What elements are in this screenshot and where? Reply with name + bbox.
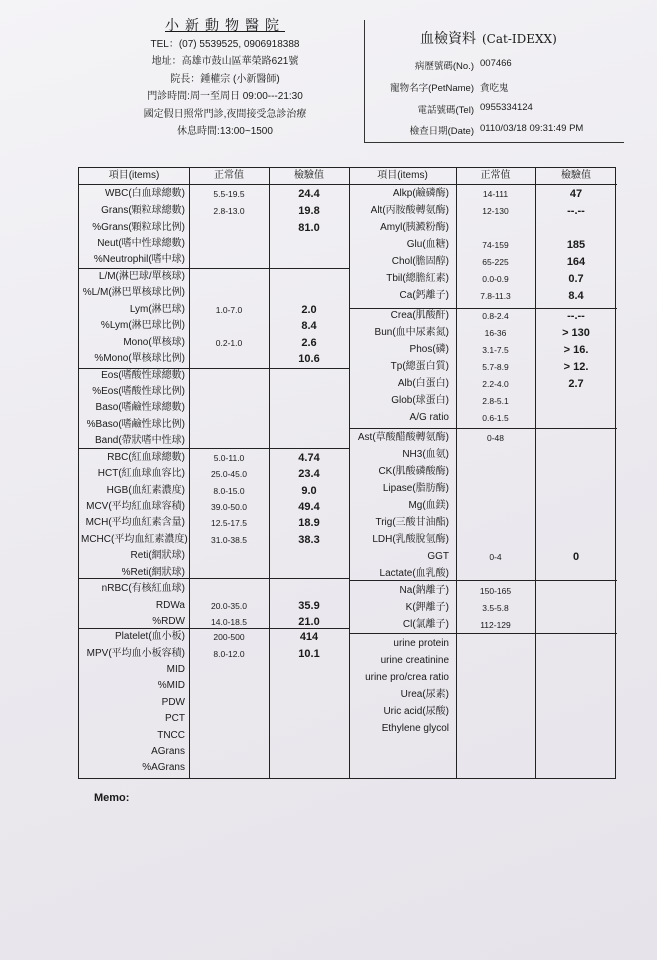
item-name: Mono(單核球) — [123, 337, 185, 348]
item-result: 19.8 — [298, 205, 320, 217]
item-name: %AGrans — [142, 762, 185, 773]
report-title — [420, 28, 557, 48]
item-name: L/M(淋巴球/單核球) — [98, 271, 185, 282]
item-result: 0.7 — [568, 273, 584, 285]
item-name: RDWa — [155, 600, 185, 611]
item-normal-range: 14-111 — [482, 189, 509, 199]
item-name: Ethylene glycol — [381, 723, 449, 734]
item-normal-range: 5.5-19.5 — [213, 189, 245, 199]
item-name: urine creatinine — [380, 655, 449, 666]
item-name: Bun(血中尿素氮) — [374, 327, 449, 338]
item-name: nRBC(有核紅血球) — [101, 583, 185, 594]
item-result: 8.4 — [301, 320, 317, 332]
item-result: 24.4 — [298, 188, 320, 200]
item-name: HGB(血紅素濃度) — [106, 485, 185, 496]
item-normal-range: 31.0-38.5 — [211, 535, 247, 545]
clinic-holiday: 國定假日照常門診,夜間接受急診治療 — [143, 108, 307, 120]
item-normal-range: 0.6-1.5 — [482, 413, 509, 423]
item-result: 81.0 — [298, 222, 320, 234]
item-name: CK(肌酸磷酸酶) — [378, 466, 449, 477]
item-normal-range: 150-165 — [479, 586, 512, 596]
item-name: NH3(血氨) — [402, 449, 449, 460]
item-result: 9.0 — [301, 485, 317, 497]
item-name: MPV(平均血小板容積) — [86, 648, 185, 659]
header-divider — [364, 20, 365, 142]
item-name: A/G ratio — [409, 412, 449, 423]
item-name: Amyl(胰澱粉酶) — [380, 222, 449, 233]
item-result: 4.74 — [298, 452, 320, 464]
item-result: 49.4 — [298, 501, 320, 513]
item-name: %Mono(單核球比例) — [94, 353, 185, 364]
table-row-divider — [79, 184, 617, 185]
item-normal-range: 0-48 — [486, 433, 504, 443]
item-normal-range: 12-130 — [482, 206, 509, 216]
item-name: RBC(紅血球總數) — [107, 452, 185, 463]
item-name: %L/M(淋巴單核球比例) — [82, 287, 185, 298]
item-normal-range: 200-500 — [213, 632, 245, 642]
item-name: Lactate(血乳酸) — [379, 568, 449, 579]
item-name: Tp(總蛋白質) — [390, 361, 449, 372]
memo-label: Memo: — [94, 792, 130, 804]
clinic-hours: 門診時間:周一至周日 09:00---21:30 — [147, 91, 303, 102]
item-result: 10.6 — [298, 353, 320, 365]
item-normal-range: 0.8-2.4 — [482, 311, 509, 321]
report-field-value: 0955334124 — [480, 102, 533, 113]
item-name: Ca(鈣離子) — [399, 290, 449, 301]
item-normal-range: 2.8-13.0 — [213, 206, 245, 216]
item-normal-range: 8.0-12.0 — [213, 649, 245, 659]
item-name: %Eos(嗜酸性球比例) — [92, 386, 185, 397]
item-name: %Baso(嗜鹼性球比例) — [86, 419, 185, 430]
clinic-name: 小新動物醫院 — [165, 18, 285, 34]
item-name: %RDW — [152, 616, 185, 627]
item-name: Trig(三酸甘油酯) — [375, 517, 449, 528]
item-name: Lipase(脂肪酶) — [382, 483, 449, 494]
item-normal-range: 3.5-5.8 — [482, 603, 509, 613]
item-normal-range: 74-159 — [482, 240, 509, 250]
report-field-value: 0110/03/18 09:31:49 PM — [480, 123, 584, 134]
item-name: %Lym(淋巴球比例) — [100, 320, 185, 331]
item-normal-range: 7.8-11.3 — [480, 291, 511, 301]
item-name: Ast(草酸醋酸轉氨酶) — [357, 432, 449, 443]
item-result: 38.3 — [298, 534, 320, 546]
item-result: 0 — [572, 551, 580, 563]
item-result: 2.0 — [301, 304, 317, 316]
item-result: 35.9 — [298, 600, 320, 612]
report-field-value: 貪吃鬼 — [480, 83, 509, 94]
item-result: 21.0 — [298, 616, 320, 628]
report-field — [380, 102, 640, 120]
clinic-director: 院長：鍾權宗 (小新醫師) — [170, 73, 280, 85]
item-normal-range: 65-225 — [482, 257, 509, 267]
report-field-label: 病歷號碼(No.) — [414, 61, 474, 72]
report-field-label: 電話號碼(Tel) — [417, 105, 474, 116]
item-name: Glob(球蛋白) — [391, 395, 449, 406]
item-name: MCHC(平均血紅素濃度) — [81, 534, 188, 545]
item-name: %Reti(網狀球) — [121, 567, 185, 578]
table-header: 正常值 — [214, 170, 244, 181]
item-result: --.-- — [567, 310, 585, 322]
item-name: LDH(乳酸脫氫酶) — [372, 534, 449, 545]
item-name: %MID — [157, 680, 185, 691]
item-name: K(鉀離子) — [405, 602, 449, 613]
item-result: > 130 — [562, 327, 590, 339]
item-result: 23.4 — [298, 468, 320, 480]
item-name: %Neutrophil(嗜中球) — [93, 254, 185, 265]
item-normal-range: 14.0-18.5 — [211, 617, 247, 627]
item-normal-range: 25.0-45.0 — [211, 469, 247, 479]
item-name: PCT — [165, 713, 185, 724]
header-rule — [364, 142, 624, 143]
item-normal-range: 39.0-50.0 — [211, 502, 247, 512]
item-name: Alt(丙胺酸轉氨酶) — [370, 205, 449, 216]
table-header: 檢驗值 — [561, 170, 591, 181]
table-column-divider — [349, 168, 350, 778]
table-row-divider — [349, 633, 617, 634]
item-name: Alkp(鹼磷酶) — [392, 188, 449, 199]
item-name: Uric acid(尿酸) — [383, 706, 449, 717]
item-name: MCH(平均血紅素含量) — [85, 517, 185, 528]
item-name: Platelet(血小板) — [114, 631, 185, 642]
item-normal-range: 2.2-4.0 — [482, 379, 509, 389]
item-normal-range: 5.0-11.0 — [213, 453, 245, 463]
item-name: AGrans — [151, 746, 185, 757]
table-header: 項目(items) — [108, 170, 160, 181]
item-name: Eos(嗜酸性球總數) — [101, 370, 185, 381]
item-name: TNCC — [157, 730, 185, 741]
table-row-divider — [349, 428, 617, 429]
item-result: > 12. — [563, 361, 589, 373]
item-name: Baso(嗜鹼性球總數) — [95, 402, 185, 413]
item-name: Grans(顆粒球總數) — [101, 205, 185, 216]
report-field — [380, 123, 640, 141]
item-name: Tbil(總膽紅素) — [386, 273, 449, 284]
report-field-value: 007466 — [480, 58, 512, 69]
item-normal-range: 5.7-8.9 — [482, 362, 509, 372]
item-name: Cl(氯離子) — [402, 619, 449, 630]
item-name: MCV(平均紅血球容積) — [86, 501, 185, 512]
item-normal-range: 16-36 — [484, 328, 507, 338]
report-field — [380, 80, 640, 98]
item-result: 164 — [566, 256, 586, 268]
item-result: 185 — [566, 239, 586, 251]
item-normal-range: 12.5-17.5 — [211, 518, 247, 528]
item-name: PDW — [161, 697, 185, 708]
item-name: Band(帶狀嗜中性球) — [94, 435, 185, 446]
item-normal-range: 0.2-1.0 — [215, 338, 243, 348]
item-normal-range: 0.0-0.9 — [482, 274, 509, 284]
results-table — [78, 167, 616, 779]
table-header: 檢驗值 — [294, 170, 324, 181]
item-result: 414 — [299, 631, 319, 643]
item-name: Urea(尿素) — [400, 689, 449, 700]
item-normal-range: 8.0-15.0 — [213, 486, 245, 496]
item-result: --.-- — [567, 205, 585, 217]
item-name: WBC(白血球總數) — [105, 188, 185, 199]
report-title-text: 血檢資料 — [420, 31, 476, 47]
item-name: Reti(網狀球) — [130, 550, 185, 561]
item-name: Lym(淋巴球) — [129, 304, 185, 315]
item-normal-range: 2.8-5.1 — [482, 396, 509, 406]
item-result: 10.1 — [298, 648, 320, 660]
item-result: > 16. — [563, 344, 589, 356]
clinic-header — [100, 18, 350, 141]
report-field-label: 檢查日期(Date) — [409, 126, 474, 137]
item-name: %Grans(顆粒球比例) — [92, 222, 185, 233]
item-result: 2.6 — [301, 337, 317, 349]
report-field — [380, 58, 640, 76]
clinic-tel: TEL：(07) 5539525, 0906918388 — [150, 38, 300, 50]
item-name: Alb(白蛋白) — [397, 378, 449, 389]
item-name: HCT(紅血球血容比) — [97, 468, 185, 479]
report-field-label: 寵物名字(PetName) — [390, 83, 474, 94]
item-name: Neut(嗜中性球總數) — [97, 238, 185, 249]
report-subtitle: (Cat-IDEXX) — [482, 32, 557, 46]
item-name: urine pro/crea ratio — [365, 672, 449, 683]
item-result: 47 — [569, 188, 583, 200]
table-header: 項目(items) — [377, 170, 428, 181]
item-name: urine protein — [393, 638, 449, 649]
item-name: MID — [166, 664, 185, 675]
item-normal-range: 20.0-35.0 — [211, 601, 247, 611]
item-normal-range: 3.1-7.5 — [482, 345, 509, 355]
clinic-rest: 休息時間:13:00~1500 — [177, 126, 273, 137]
item-name: Phos(磷) — [409, 344, 449, 355]
item-name: GGT — [427, 551, 449, 562]
item-name: Crea(肌酸酐) — [390, 310, 449, 321]
item-result: 18.9 — [298, 517, 320, 529]
item-normal-range: 0-4 — [489, 552, 502, 562]
item-normal-range: 112-129 — [480, 620, 511, 630]
item-result: 8.4 — [568, 290, 584, 302]
item-name: Mg(血鎂) — [408, 500, 449, 511]
item-result: 2.7 — [568, 378, 584, 390]
item-normal-range: 1.0-7.0 — [215, 305, 243, 315]
clinic-address: 地址：高雄市鼓山區華榮路621號 — [151, 56, 299, 67]
item-name: Na(鈉離子) — [399, 585, 449, 596]
table-header: 正常值 — [480, 170, 511, 181]
item-name: Chol(膽固醇) — [391, 256, 449, 267]
item-name: Glu(血糖) — [406, 239, 449, 250]
